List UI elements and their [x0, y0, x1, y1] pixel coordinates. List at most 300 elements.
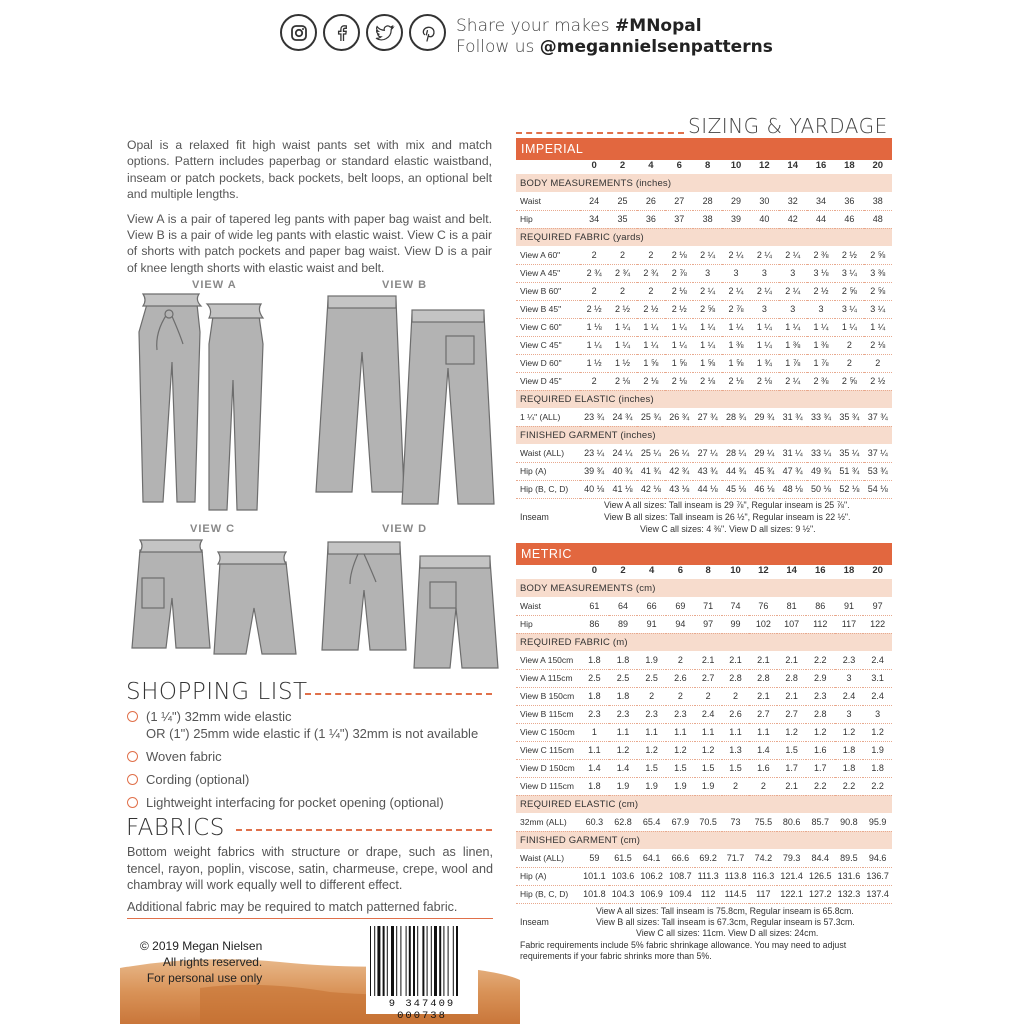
- table-cell: 75.5: [749, 813, 777, 831]
- table-cell: 31 ¼: [779, 444, 807, 462]
- table-cell: 1 ⅝: [637, 354, 665, 372]
- table-cell: 2.2: [806, 777, 835, 795]
- barcode-bar: [456, 926, 458, 996]
- view-d-label: VIEW D: [382, 523, 428, 535]
- shopping-item[interactable]: [127, 708, 497, 742]
- fabrics-note: Additional fabric may be required to match patterned fabric.: [127, 900, 458, 914]
- barcode-bar: [370, 926, 371, 996]
- table-row: [516, 867, 892, 885]
- size-header: 14: [787, 159, 798, 171]
- table-cell: 2.2: [863, 777, 892, 795]
- table-cell: 3: [835, 669, 864, 687]
- table-cell: 61.5: [609, 849, 638, 867]
- table-cell: 127.2: [806, 885, 835, 903]
- table-cell: 106.9: [637, 885, 666, 903]
- table-cell: 26 ¾: [665, 408, 693, 426]
- table-cell: 25 ¾: [637, 408, 665, 426]
- table-cell: 51 ¾: [835, 462, 863, 480]
- table-cell: 2.1: [749, 651, 777, 669]
- table-cell: 1.2: [609, 741, 638, 759]
- table-cell: 1 ¼: [665, 318, 693, 336]
- table-cell: 39 ¾: [580, 462, 608, 480]
- facebook-icon[interactable]: [323, 14, 360, 51]
- table-cell: 27 ¾: [693, 408, 721, 426]
- barcode-bar: [434, 926, 437, 996]
- sizing-divider: [516, 132, 684, 134]
- metric-bar: METRIC: [516, 543, 892, 565]
- shopping-item-text-alt: OR (1") 25mm wide elastic if (1 ¼") 32mm is not available: [146, 726, 479, 741]
- table-cell: 104.3: [609, 885, 638, 903]
- section-header: FINISHED GARMENT (cm): [516, 831, 892, 849]
- table-cell: 34: [580, 210, 608, 228]
- row-label: Waist: [516, 192, 580, 210]
- table-cell: 2 ¼: [779, 246, 807, 264]
- table-cell: 112: [695, 885, 722, 903]
- row-label: View B 45": [516, 300, 580, 318]
- table-cell: 1 ⅝: [693, 354, 721, 372]
- barcode-bar: [413, 926, 415, 996]
- table-cell: 2.6: [666, 669, 695, 687]
- table-cell: 1 ½: [580, 354, 608, 372]
- table-cell: 1.9: [666, 777, 695, 795]
- imperial-inseam-note: View A all sizes: Tall inseam is 29 ⅞", Regular inseam is 25 ⅞".: [604, 500, 850, 510]
- size-header: 8: [704, 159, 711, 171]
- table-cell: 1 ½: [608, 354, 636, 372]
- table-cell: 2: [835, 336, 863, 354]
- section-header: REQUIRED FABRIC (yards): [516, 228, 892, 246]
- shopping-list-divider: [305, 693, 492, 695]
- size-header: 20: [872, 159, 884, 171]
- section-header: REQUIRED FABRIC (m): [516, 633, 892, 651]
- table-cell: 2.2: [835, 777, 864, 795]
- shopping-item-text: Woven fabric: [146, 749, 222, 764]
- twitter-icon[interactable]: [366, 14, 403, 51]
- table-row: [516, 759, 892, 777]
- table-row: [516, 723, 892, 741]
- checkbox-circle-icon[interactable]: [127, 797, 138, 808]
- table-cell: 40 ¾: [608, 462, 636, 480]
- table-cell: 2.7: [777, 705, 806, 723]
- table-cell: 103.6: [609, 867, 638, 885]
- metric-table: [516, 561, 892, 904]
- table-cell: 94: [666, 615, 695, 633]
- table-cell: 66: [637, 597, 666, 615]
- follow-prefix: Follow us: [456, 37, 540, 57]
- table-cell: 50 ⅛: [807, 480, 835, 498]
- table-cell: 1 ¼: [693, 318, 721, 336]
- table-cell: 112: [806, 615, 835, 633]
- share-hashtag[interactable]: #MNopal: [615, 16, 702, 36]
- row-label: View C 45": [516, 336, 580, 354]
- table-cell: 1 ⅜: [779, 336, 807, 354]
- checkbox-circle-icon[interactable]: [127, 751, 138, 762]
- table-cell: 2: [695, 687, 722, 705]
- row-label: View D 45": [516, 372, 580, 390]
- table-cell: 28: [693, 192, 721, 210]
- table-cell: 1.4: [609, 759, 638, 777]
- table-cell: 61: [580, 597, 609, 615]
- table-cell: 65.4: [637, 813, 666, 831]
- table-cell: 66.6: [666, 849, 695, 867]
- table-cell: 2 ½: [637, 300, 665, 318]
- table-cell: 2 ¼: [750, 246, 778, 264]
- table-cell: 35 ¾: [835, 408, 863, 426]
- table-cell: 54 ⅛: [864, 480, 892, 498]
- table-cell: 2 ⅝: [864, 246, 892, 264]
- table-cell: 2 ⅝: [864, 282, 892, 300]
- size-header: 4: [648, 159, 654, 171]
- fabrics-text: Bottom weight fabrics with structure or drape, such as linen, tencel, rayon, poplin, viscose, satin, charmeuse, crepe, wool and chambray will work equally well to different effect.: [127, 845, 493, 892]
- table-row: [516, 246, 892, 264]
- table-cell: 27: [665, 192, 693, 210]
- table-row: [516, 408, 892, 426]
- table-cell: 35: [608, 210, 636, 228]
- view-d-illustration: [310, 538, 500, 670]
- table-cell: 1: [580, 723, 609, 741]
- table-cell: 2.5: [580, 669, 609, 687]
- table-cell: 2.4: [863, 651, 892, 669]
- table-cell: 3: [750, 264, 778, 282]
- table-row: [516, 615, 892, 633]
- row-label: View B 60": [516, 282, 580, 300]
- table-cell: 2 ⅛: [637, 372, 665, 390]
- table-cell: 2 ⅝: [693, 300, 721, 318]
- table-cell: 2: [637, 687, 666, 705]
- table-cell: 2 ¼: [779, 372, 807, 390]
- table-cell: 1.4: [580, 759, 609, 777]
- table-cell: 1 ¼: [779, 318, 807, 336]
- table-cell: 3.1: [863, 669, 892, 687]
- table-cell: 2.1: [777, 777, 806, 795]
- table-cell: 122.1: [777, 885, 806, 903]
- table-cell: 62.8: [609, 813, 638, 831]
- metric-inseam-label: Inseam: [520, 917, 549, 927]
- table-cell: 2 ½: [807, 282, 835, 300]
- section-header: REQUIRED ELASTIC (inches): [516, 390, 892, 408]
- view-c-illustration: [130, 538, 298, 656]
- table-cell: 48: [864, 210, 892, 228]
- copyright: [140, 938, 262, 986]
- table-cell: 1.9: [637, 651, 666, 669]
- table-cell: 2.3: [580, 705, 609, 723]
- table-cell: 2 ⅞: [722, 300, 750, 318]
- table-cell: 1 ⅝: [665, 354, 693, 372]
- table-cell: 24 ¾: [608, 408, 636, 426]
- table-cell: 73: [722, 813, 750, 831]
- table-cell: 2 ½: [665, 300, 693, 318]
- table-cell: 1 ¼: [665, 336, 693, 354]
- row-label: View B 150cm: [516, 687, 580, 705]
- table-cell: 48 ⅛: [779, 480, 807, 498]
- row-label: Waist (ALL): [516, 849, 580, 867]
- table-cell: 116.3: [749, 867, 777, 885]
- imperial-bar: IMPERIAL: [516, 138, 892, 160]
- table-cell: 60.3: [580, 813, 609, 831]
- table-cell: 1.8: [580, 777, 609, 795]
- table-cell: 2 ⅛: [864, 336, 892, 354]
- row-label: View C 150cm: [516, 723, 580, 741]
- table-row: [516, 300, 892, 318]
- size-header: 4: [649, 564, 655, 576]
- table-cell: 76: [749, 597, 777, 615]
- size-header: 12: [759, 159, 770, 171]
- table-cell: 37 ¼: [864, 444, 892, 462]
- table-cell: 1.8: [609, 687, 638, 705]
- table-cell: 126.5: [806, 867, 835, 885]
- row-label: View C 115cm: [516, 741, 580, 759]
- table-cell: 2: [722, 777, 750, 795]
- table-cell: 1.1: [666, 723, 695, 741]
- table-cell: 136.7: [863, 867, 892, 885]
- row-label: Hip: [516, 210, 580, 228]
- intro-paragraph-2: View A is a pair of tapered leg pants with paper bag waist and belt. View B is a pair of wide leg pants with elastic waist. View C is a pair of shorts with patch pockets and paper bag waist. View D is a pair of knee length shorts with elastic waist and belt.: [127, 211, 492, 275]
- table-cell: 2 ¾: [637, 264, 665, 282]
- barcode-bar: [400, 926, 401, 996]
- row-label: View B 115cm: [516, 705, 580, 723]
- table-cell: 38: [693, 210, 721, 228]
- table-cell: 101.1: [580, 867, 609, 885]
- table-cell: 132.3: [835, 885, 864, 903]
- table-cell: 2: [608, 246, 636, 264]
- table-cell: 2: [637, 246, 665, 264]
- table-cell: 1 ¼: [835, 318, 863, 336]
- table-cell: 2 ¾: [608, 264, 636, 282]
- table-cell: 1.4: [749, 741, 777, 759]
- table-cell: 2 ⅛: [665, 246, 693, 264]
- table-cell: 1.1: [637, 723, 666, 741]
- table-cell: 1 ¼: [722, 318, 750, 336]
- row-label: 32mm (ALL): [516, 813, 580, 831]
- table-cell: 2 ½: [835, 246, 863, 264]
- table-row: [516, 210, 892, 228]
- table-cell: 97: [863, 597, 892, 615]
- size-header: 8: [705, 564, 711, 576]
- size-header-blank: [516, 156, 580, 174]
- table-cell: 42 ⅛: [637, 480, 665, 498]
- section-header: FINISHED GARMENT (inches): [516, 426, 892, 444]
- table-cell: 25 ¼: [637, 444, 665, 462]
- table-cell: 1 ¼: [864, 318, 892, 336]
- table-row: [516, 651, 892, 669]
- table-cell: 31 ¾: [779, 408, 807, 426]
- size-header: 12: [758, 564, 769, 576]
- barcode-bar: [443, 926, 444, 996]
- table-cell: 108.7: [666, 867, 695, 885]
- table-cell: 1 ¼: [580, 336, 608, 354]
- table-cell: 23 ¾: [580, 408, 608, 426]
- table-cell: 89: [609, 615, 638, 633]
- table-cell: 2: [608, 282, 636, 300]
- table-cell: 1 ¼: [693, 336, 721, 354]
- table-cell: 3 ⅛: [807, 264, 835, 282]
- table-row: [516, 687, 892, 705]
- table-cell: 1.8: [580, 651, 609, 669]
- barcode-bar: [396, 926, 397, 996]
- barcode-bar: [427, 926, 428, 996]
- table-cell: 2 ⅜: [807, 372, 835, 390]
- imperial-inseam-note: View B all sizes: Tall inseam is 26 ½", Regular inseam is 22 ½".: [604, 512, 851, 522]
- table-cell: 37 ¾: [864, 408, 892, 426]
- table-cell: 1.6: [806, 741, 835, 759]
- social-icons: [280, 14, 446, 51]
- metric-footnote: Fabric requirements include 5% fabric shrinkage allowance. You may need to adjust: [520, 940, 847, 950]
- table-cell: 59: [580, 849, 609, 867]
- table-row: [516, 741, 892, 759]
- table-cell: 30: [750, 192, 778, 210]
- table-cell: 2: [580, 282, 608, 300]
- table-cell: 131.6: [835, 867, 864, 885]
- table-cell: 1 ⅜: [807, 336, 835, 354]
- table-row: [516, 354, 892, 372]
- table-cell: 2 ¼: [722, 246, 750, 264]
- table-row: [516, 813, 892, 831]
- row-label: View A 60": [516, 246, 580, 264]
- pinterest-icon[interactable]: [409, 14, 446, 51]
- row-label: View A 115cm: [516, 669, 580, 687]
- table-cell: 3 ⅜: [864, 264, 892, 282]
- table-cell: 2.5: [637, 669, 666, 687]
- section-header: REQUIRED ELASTIC (cm): [516, 795, 892, 813]
- table-cell: 2 ¼: [693, 282, 721, 300]
- intro-text: [127, 137, 492, 276]
- table-cell: 1.1: [722, 723, 750, 741]
- table-cell: 2: [864, 354, 892, 372]
- fabrics-title: FABRICS: [126, 815, 225, 841]
- metric-footnote: requirements if your fabric shrinks more than 5%.: [520, 951, 712, 961]
- table-cell: 1 ¼: [637, 336, 665, 354]
- table-cell: 1.9: [695, 777, 722, 795]
- row-label: Waist (ALL): [516, 444, 580, 462]
- barcode-bar: [453, 926, 454, 996]
- size-header: 16: [815, 159, 827, 171]
- barcode-bar: [374, 926, 375, 996]
- table-cell: 1.2: [863, 723, 892, 741]
- table-cell: 2 ⅞: [665, 264, 693, 282]
- share-text: [456, 16, 773, 58]
- table-cell: 2.8: [722, 669, 750, 687]
- table-cell: 2: [580, 372, 608, 390]
- table-cell: 91: [835, 597, 864, 615]
- table-cell: 44 ⅛: [693, 480, 721, 498]
- table-cell: 2 ¼: [722, 282, 750, 300]
- table-cell: 117: [835, 615, 864, 633]
- table-cell: 1.8: [609, 651, 638, 669]
- table-cell: 2 ½: [608, 300, 636, 318]
- table-row: [516, 336, 892, 354]
- table-cell: 3: [807, 300, 835, 318]
- table-cell: 97: [695, 615, 722, 633]
- table-cell: 1.2: [637, 741, 666, 759]
- section-header: BODY MEASUREMENTS (cm): [516, 579, 892, 597]
- table-cell: 2 ⅝: [835, 372, 863, 390]
- table-cell: 89.5: [835, 849, 864, 867]
- size-header: 6: [677, 564, 683, 576]
- table-cell: 2 ¼: [693, 246, 721, 264]
- table-cell: 2 ¼: [779, 282, 807, 300]
- table-cell: 1.7: [777, 759, 806, 777]
- table-row: [516, 264, 892, 282]
- table-cell: 46 ⅛: [750, 480, 778, 498]
- view-a-illustration: [135, 292, 265, 514]
- table-cell: 1 ¾: [750, 354, 778, 372]
- barcode-bar: [383, 926, 385, 996]
- table-cell: 2.3: [666, 705, 695, 723]
- table-cell: 1.1: [749, 723, 777, 741]
- table-cell: 23 ¼: [580, 444, 608, 462]
- fabrics-underline: [127, 918, 493, 919]
- table-cell: 1.2: [777, 723, 806, 741]
- table-cell: 3: [779, 300, 807, 318]
- shopping-item[interactable]: [127, 794, 497, 811]
- table-cell: 2.1: [777, 687, 806, 705]
- row-label: Hip (A): [516, 462, 580, 480]
- table-cell: 2 ½: [580, 300, 608, 318]
- shopping-item[interactable]: [127, 748, 497, 765]
- intro-paragraph-1: Opal is a relaxed fit high waist pants set with mix and match options. Pattern includes paperbag or standard elastic waistband, inseam or patch pockets, back pockets, belt loops, an optional belt and multiple lengths.: [127, 138, 492, 202]
- checkbox-circle-icon[interactable]: [127, 711, 138, 722]
- size-header: 16: [814, 564, 826, 576]
- size-header: 0: [591, 159, 597, 171]
- row-label: View A 150cm: [516, 651, 580, 669]
- table-cell: 74.2: [749, 849, 777, 867]
- follow-handle[interactable]: @megannielsenpatterns: [539, 37, 773, 57]
- table-cell: 2.1: [749, 687, 777, 705]
- size-header: 10: [730, 159, 742, 171]
- instagram-icon[interactable]: [280, 14, 317, 51]
- table-cell: 1.5: [637, 759, 666, 777]
- table-cell: 1 ⅝: [722, 354, 750, 372]
- table-cell: 3: [835, 705, 864, 723]
- table-cell: 95.9: [863, 813, 892, 831]
- table-cell: 3 ¼: [835, 300, 863, 318]
- table-cell: 2 ⅜: [807, 246, 835, 264]
- table-cell: 28 ¼: [722, 444, 750, 462]
- table-cell: 1.5: [777, 741, 806, 759]
- checkbox-circle-icon[interactable]: [127, 774, 138, 785]
- table-cell: 86: [580, 615, 609, 633]
- table-cell: 35 ¼: [835, 444, 863, 462]
- table-cell: 2.4: [863, 687, 892, 705]
- table-cell: 33 ¼: [807, 444, 835, 462]
- table-cell: 40 ⅛: [580, 480, 608, 498]
- table-cell: 107: [777, 615, 806, 633]
- table-cell: 2.5: [609, 669, 638, 687]
- imperial-inseam-label: Inseam: [520, 512, 549, 522]
- metric-inseam-note: View B all sizes: Tall inseam is 67.3cm, Regular inseam is 57.3cm.: [596, 917, 855, 927]
- size-header: 14: [786, 564, 797, 576]
- shopping-item-text: (1 ¼") 32mm wide elastic: [146, 709, 292, 724]
- table-cell: 71.7: [722, 849, 750, 867]
- table-cell: 1 ¼: [608, 318, 636, 336]
- shopping-item[interactable]: [127, 771, 497, 788]
- row-label: View D 115cm: [516, 777, 580, 795]
- table-cell: 1.2: [835, 723, 864, 741]
- table-cell: 47 ¾: [779, 462, 807, 480]
- rights-line: All rights reserved.: [162, 955, 263, 969]
- table-cell: 1.9: [863, 741, 892, 759]
- table-cell: 71: [695, 597, 722, 615]
- table-cell: 26: [637, 192, 665, 210]
- table-cell: 53 ¾: [864, 462, 892, 480]
- table-cell: 2: [637, 282, 665, 300]
- table-cell: 1 ⅞: [779, 354, 807, 372]
- table-cell: 2.8: [749, 669, 777, 687]
- table-cell: 38: [864, 192, 892, 210]
- table-cell: 122: [863, 615, 892, 633]
- table-cell: 36: [637, 210, 665, 228]
- table-cell: 26 ¼: [665, 444, 693, 462]
- shopping-item-text: Lightweight interfacing for pocket opening (optional): [146, 795, 444, 810]
